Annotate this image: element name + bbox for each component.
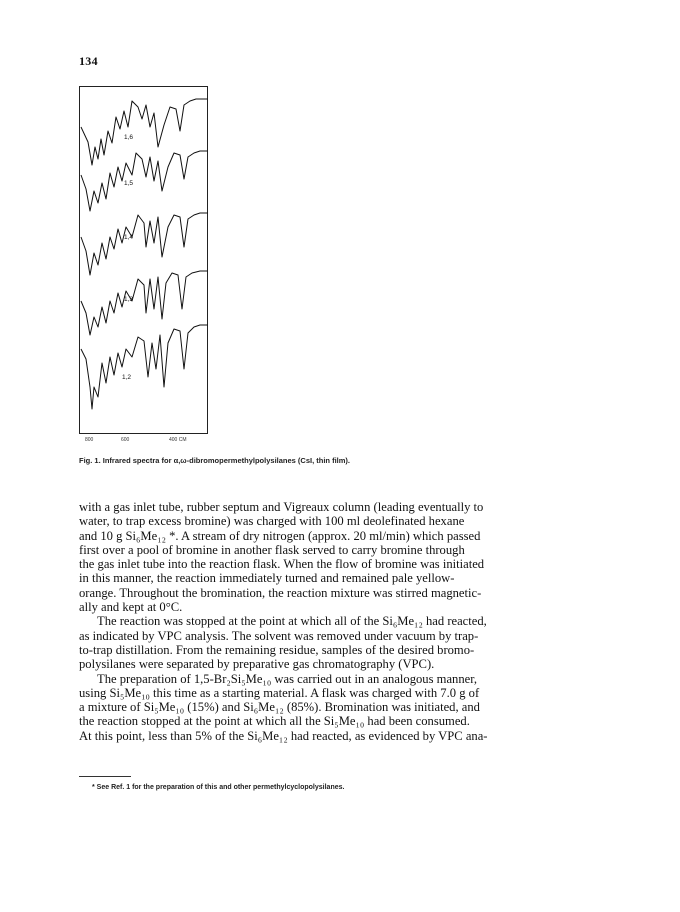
body-line: At this point, less than 5% of the Si₆Me₁₂ had reacted, as evidenced by VPC ana- bbox=[79, 728, 488, 743]
body-line: to-trap distillation. From the remaining residue, samples of the desired bromo- bbox=[79, 642, 475, 657]
body-line: ally and kept at 0°C. bbox=[79, 600, 183, 615]
paragraph-start: The reaction was stopped at the point at which all of the Si₆Me₁₂ had reacted, bbox=[97, 614, 487, 629]
body-line: with a gas inlet tube, rubber septum and Vigreaux column (leading eventually to bbox=[79, 500, 484, 514]
spectrum-trace-1-6 bbox=[81, 99, 208, 165]
spectrum-trace-1-2 bbox=[81, 325, 208, 409]
body-line: the gas inlet tube into the reaction flask. When the flow of bromine was initiated bbox=[79, 557, 485, 572]
ir-spectra-plot bbox=[80, 87, 209, 435]
x-axis-ticks bbox=[83, 437, 213, 447]
x-tick-800: 800 bbox=[85, 437, 94, 443]
body-line: polysilanes were separated by preparative gas chromatography (VPC). bbox=[79, 657, 435, 672]
body-line: in this manner, the reaction immediately turned and remained pale yellow- bbox=[79, 571, 455, 586]
spectrum-trace-1-3 bbox=[81, 271, 208, 335]
spectrum-label-1-4: 1,4 bbox=[124, 234, 134, 241]
body-text bbox=[79, 500, 599, 743]
x-tick-600: 600 bbox=[121, 437, 130, 443]
body-line: water, to trap excess bromine) was charged with 100 ml deolefinated hexane bbox=[79, 514, 465, 529]
x-tick-400: 400 CM bbox=[169, 437, 187, 443]
footnote: * See Ref. 1 for the preparation of this and other permethylcyclopolysilanes. bbox=[92, 784, 345, 791]
body-line: using Si₅Me₁₀ this time as a starting material. A flask was charged with 7.0 g of bbox=[79, 685, 480, 700]
body-line: a mixture of Si₅Me₁₀ (15%) and Si₆Me₁₂ (85%). Bromination was initiated, and bbox=[79, 700, 480, 715]
spectrum-label-1-5: 1,5 bbox=[124, 180, 134, 187]
body-line: first over a pool of bromine in another flask served to carry bromine through bbox=[79, 542, 465, 557]
spectrum-label-1-3: 1,3 bbox=[124, 296, 134, 303]
body-line: and 10 g Si₆Me₁₂ *. A stream of dry nitrogen (approx. 20 ml/min) which passed bbox=[79, 528, 481, 543]
spectrum-trace-1-4 bbox=[81, 213, 208, 275]
figure-caption: Fig. 1. Infrared spectra for α,ω-dibromopermethylpolysilanes (CsI, thin film). bbox=[79, 456, 350, 465]
ir-spectra-figure bbox=[79, 86, 208, 434]
page-number: 134 bbox=[79, 54, 98, 68]
body-line: as indicated by VPC analysis. The solvent was removed under vacuum by trap- bbox=[79, 628, 479, 643]
body-line: orange. Throughout the bromination, the reaction mixture was stirred magnetic- bbox=[79, 585, 482, 600]
body-line: the reaction stopped at the point at which all the Si₅Me₁₀ had been consumed. bbox=[79, 714, 470, 729]
spectrum-label-1-2: 1,2 bbox=[122, 374, 132, 381]
spectrum-trace-1-5 bbox=[81, 151, 208, 211]
spectrum-label-1-6: 1,6 bbox=[124, 134, 134, 141]
footnote-divider bbox=[79, 776, 131, 777]
paragraph-start: The preparation of 1,5-Br₂Si₅Me₁₀ was carried out in an analogous manner, bbox=[97, 671, 478, 686]
